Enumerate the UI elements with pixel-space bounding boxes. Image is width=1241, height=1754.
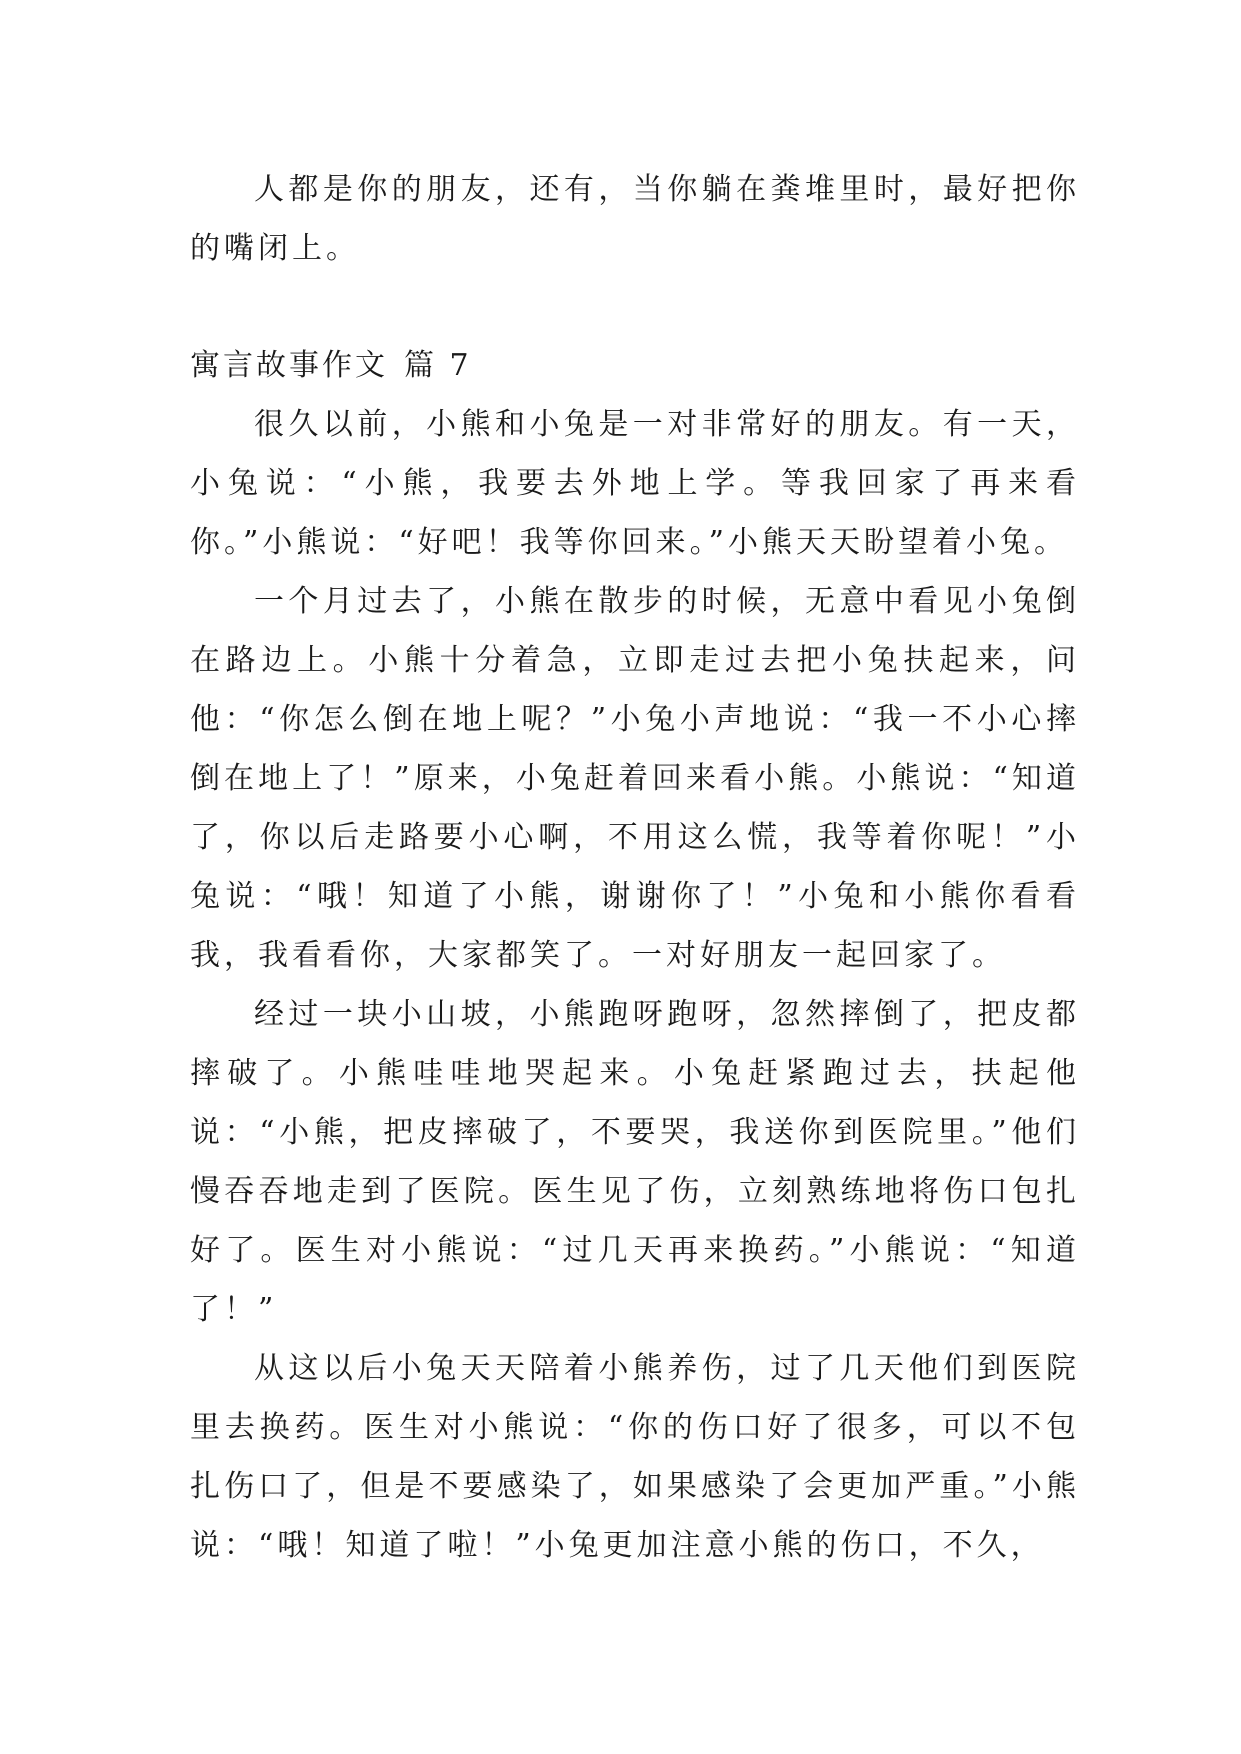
document-body xyxy=(190,160,1080,1575)
story-paragraph-2: 一个月过去了，小熊在散步的时候，无意中看见小兔倒在路边上。小熊十分着急，立即走过去把小兔扶起来，问他：“你怎么倒在地上呢？”小兔小声地说：“我一不小心摔倒在地上了！”原来，小兔赶着回来看小熊。小熊说：“知道了，你以后走路要小心啊，不用这么慌，我等着你呢！”小兔说：“哦！知道了小熊，谢谢你了！”小兔和小熊你看看我，我看看你，大家都笑了。一对好朋友一起回家了。 xyxy=(190,584,1080,973)
intro-paragraph: 人都是你的朋友，还有，当你躺在粪堆里时，最好把你的嘴闭上。 xyxy=(190,172,1080,266)
story-paragraph-3: 经过一块小山坡，小熊跑呀跑呀，忽然摔倒了，把皮都摔破了。小熊哇哇地哭起来。小兔赶紧跑过去，扶起他说：“小熊，把皮摔破了，不要哭，我送你到医院里。”他们慢吞吞地走到了医院。医生见了伤，立刻熟练地将伤口包扎好了。医生对小熊说：“过几天再来换药。”小熊说：“知道了！” xyxy=(190,997,1080,1327)
story-paragraph-4: 从这以后小兔天天陪着小熊养伤，过了几天他们到医院里去换药。医生对小熊说：“你的伤口好了很多，可以不包扎伤口了，但是不要感染了，如果感染了会更加严重。”小熊说：“哦！知道了啦！”小兔更加注意小熊的伤口，不久， xyxy=(190,1351,1080,1563)
section-title: 寓言故事作文 xyxy=(190,348,388,383)
story-paragraph-1: 很久以前，小熊和小兔是一对非常好的朋友。有一天，小兔说：“小熊，我要去外地上学。等我回家了再来看你。”小熊说：“好吧！我等你回来。”小熊天天盼望着小兔。 xyxy=(190,407,1080,560)
section-number: 篇 7 xyxy=(404,348,472,383)
section-heading xyxy=(190,336,1080,395)
